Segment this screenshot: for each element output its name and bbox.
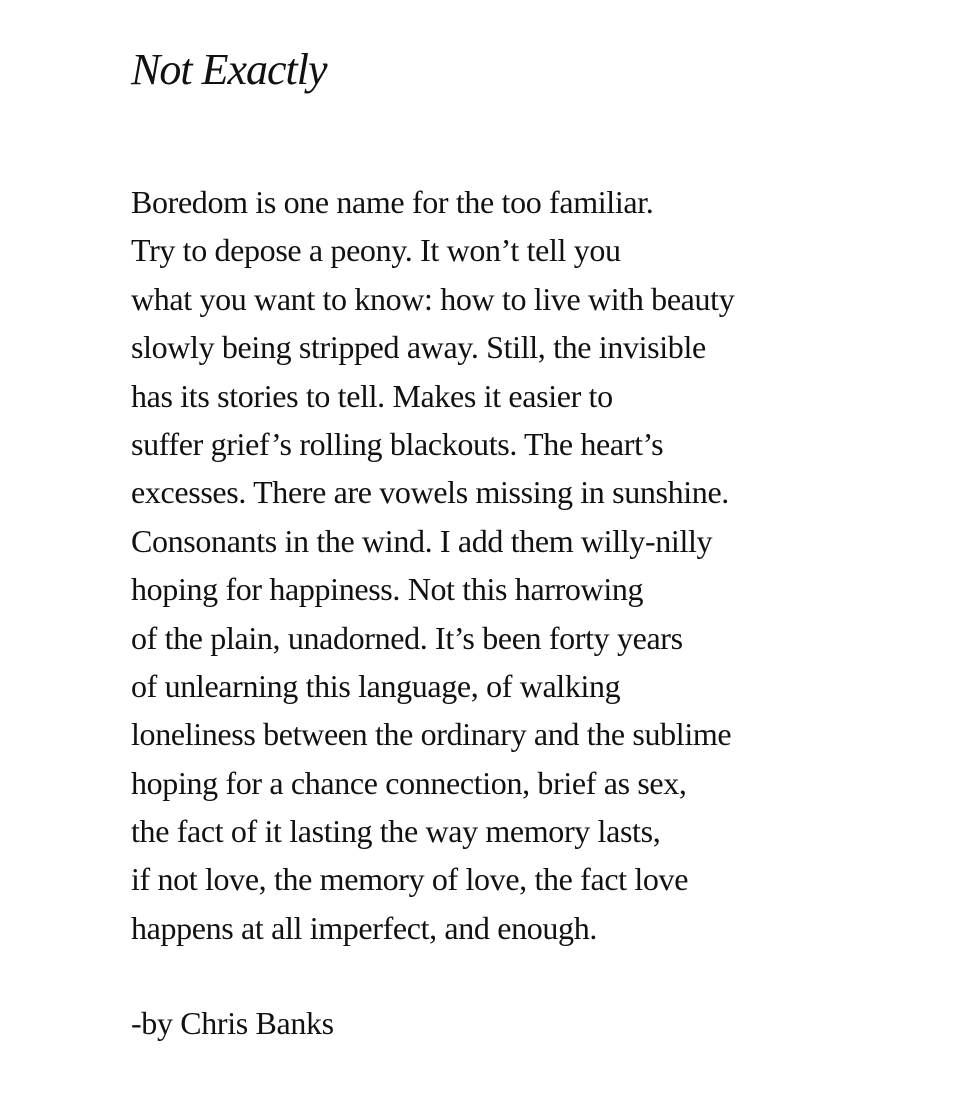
poem-line: of unlearning this language, of walking xyxy=(131,667,621,704)
poem-line: loneliness between the ordinary and the sublime xyxy=(131,716,732,753)
poem-line: Boredom is one name for the too familiar. xyxy=(131,184,654,220)
poem-line: the fact of it lasting the way memory lasts, xyxy=(131,813,661,850)
poem-line: suffer grief’s rolling blackouts. The heart’s xyxy=(131,425,664,462)
poem-line: hoping for happiness. Not this harrowing xyxy=(131,571,644,608)
poem-line: what you want to know: how to live with beauty xyxy=(131,280,735,317)
poem-line: happens at all imperfect, and enough. xyxy=(131,909,597,946)
poem-author: -by Chris Banks xyxy=(131,1005,334,1041)
poem-line: has its stories to tell. Makes it easier to xyxy=(131,377,613,414)
poem-body xyxy=(131,178,734,952)
poem-line: if not love, the memory of love, the fact love xyxy=(131,861,689,898)
poem-line: excesses. There are vowels missing in sunshine. xyxy=(131,474,729,511)
poem-line: Consonants in the wind. I add them willy-nilly xyxy=(131,522,713,559)
poem-line: of the plain, unadorned. It’s been forty years xyxy=(131,619,683,656)
poem-line: slowly being stripped away. Still, the invisible xyxy=(131,329,706,366)
poem-title: Not Exactly xyxy=(131,45,327,94)
poem-line: hoping for a chance connection, brief as sex, xyxy=(131,764,687,801)
poem-page xyxy=(131,0,931,1098)
poem-line: Try to depose a peony. It won’t tell you xyxy=(131,232,621,269)
